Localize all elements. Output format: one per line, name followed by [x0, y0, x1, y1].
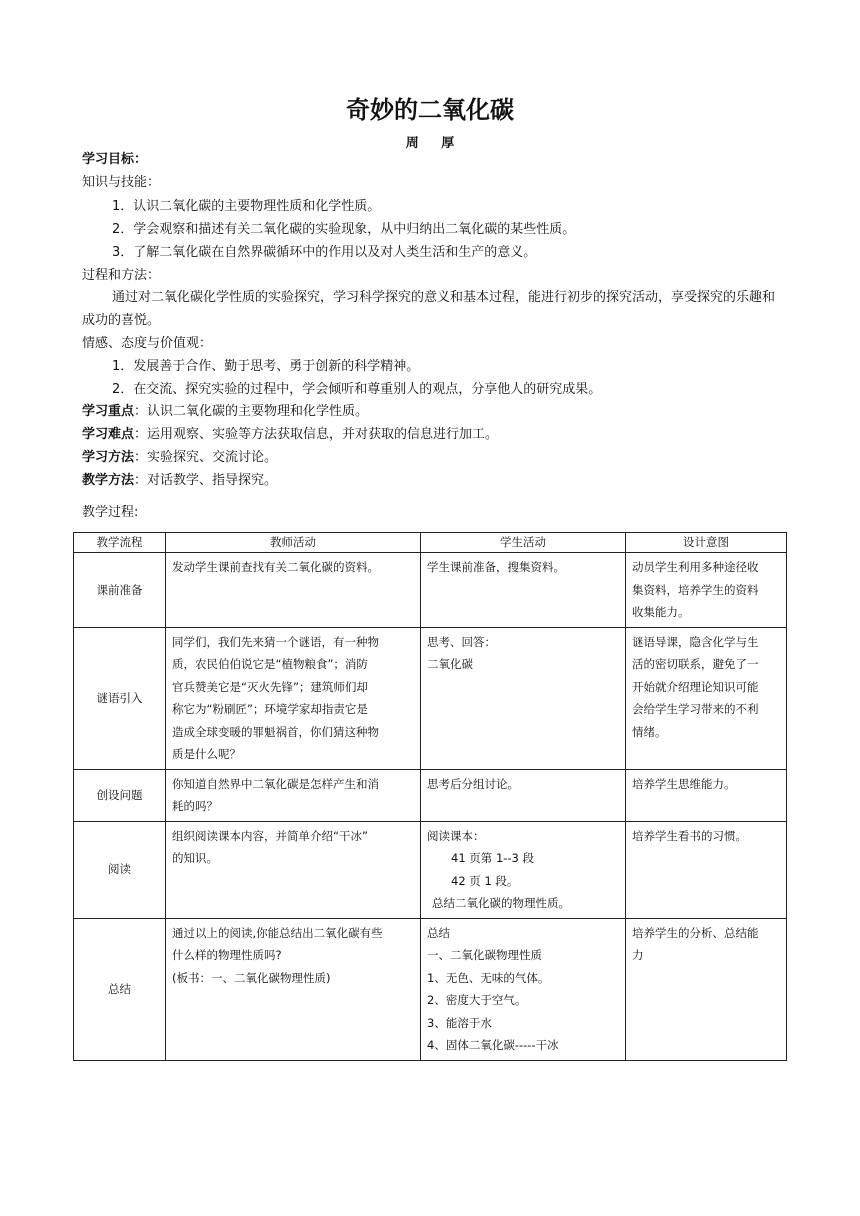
cell-line: 思考后分组讨论。 [427, 776, 519, 791]
key-point-text: ：认识二氧化碳的主要物理和化学性质。 [134, 404, 369, 419]
cell-line: 42 页 1 段。 [451, 873, 519, 888]
student-cell [421, 918, 626, 1060]
attitude-heading: 情感、态度与价值观： [82, 336, 213, 351]
teacher-cell [166, 769, 421, 821]
difficulty-line [82, 425, 498, 445]
cell-line: 的知识。 [172, 851, 218, 865]
key-point-line [82, 402, 368, 422]
student-cell [421, 821, 626, 918]
cell-line: 集资料，培养学生的资料 [632, 582, 759, 597]
cell-line: 质是什么呢？ [172, 747, 241, 761]
process-method-heading: 过程和方法： [82, 268, 161, 283]
column-header: 学生活动 [421, 533, 626, 553]
cell-line: 动员学生利用多种途径收 [632, 560, 759, 574]
cell-line: 培养学生的分析、总结能 [632, 925, 759, 940]
teacher-cell [166, 553, 421, 628]
flow-cell: 阅读 [74, 821, 166, 918]
table-row [74, 769, 787, 821]
difficulty-label: 学习难点 [82, 427, 135, 442]
cell-line: 学生课前准备，搜集资料。 [427, 560, 565, 574]
teacher-cell [166, 918, 421, 1060]
intent-cell [626, 627, 787, 769]
intent-cell [626, 553, 787, 628]
cell-line: 什么样的物理性质吗? [172, 948, 282, 962]
knowledge-item: 3．了解二氧化碳在自然界碳循环中的作用以及对人类生活和生产的意义。 [112, 245, 537, 260]
column-header: 教学流程 [74, 533, 166, 553]
cell-line: 发动学生课前查找有关二氧化碳的资料。 [172, 560, 379, 574]
process-method-text: 通过对二氧化碳化学性质的实验探究，学习科学探究的意义和基本过程，能进行初步的探究活动，享受探究的乐趣和成功的喜悦。 [82, 290, 776, 328]
cell-line: 3、能溶于水 [427, 1015, 492, 1030]
document-title: 奇妙的二氧化碳 [346, 96, 514, 124]
teaching-method-line [82, 471, 277, 491]
cell-line: 称它为“粉刷匠”；环境学家却指责它是 [172, 702, 368, 716]
flow-cell: 创设问题 [74, 769, 166, 821]
cell-line: 情绪。 [632, 724, 667, 739]
flow-cell: 总结 [74, 918, 166, 1060]
cell-line: 4、固体二氧化碳-----干冰 [427, 1038, 559, 1052]
learning-method-label: 学习方法 [82, 450, 135, 465]
cell-line: 组织阅读课本内容，并简单介绍“干冰” [172, 828, 368, 843]
teacher-cell [166, 821, 421, 918]
flow-cell: 课前准备 [74, 553, 166, 628]
cell-line: 一、二氧化碳物理性质 [427, 948, 542, 962]
table-row [74, 553, 787, 628]
difficulty-text: ：运用观察、实验等方法获取信息，并对获取的信息进行加工。 [134, 427, 499, 442]
cell-line: 通过以上的阅读,你能总结出二氧化碳有些 [172, 925, 383, 940]
cell-line: 耗的吗？ [172, 799, 218, 813]
author-name: 周 厚 [405, 136, 455, 151]
teaching-method-text: ：对话教学、指导探究。 [134, 473, 278, 488]
column-header: 教师活动 [166, 533, 421, 553]
column-header: 设计意图 [626, 533, 787, 553]
teaching-method-label: 教学方法 [82, 473, 135, 488]
cell-line: 会给学生学习带来的不利 [632, 702, 759, 716]
table-header-row [74, 533, 787, 553]
learning-method-line [82, 448, 277, 468]
learning-method-text: ：实验探究、交流讨论。 [134, 450, 278, 465]
cell-line: 阅读课本： [427, 828, 485, 843]
intent-cell [626, 821, 787, 918]
student-cell [421, 627, 626, 769]
intent-cell [626, 769, 787, 821]
cell-line: 活的密切联系，避免了一 [632, 657, 759, 671]
cell-line: 2、密度大于空气。 [427, 993, 527, 1007]
knowledge-heading: 知识与技能： [82, 175, 161, 190]
knowledge-item: 1．认识二氧化碳的主要物理性质和化学性质。 [112, 199, 381, 214]
cell-line: 质，农民伯伯说它是“植物粮食”；消防 [172, 657, 368, 671]
cell-line: (板书：一、二氧化碳物理性质) [172, 970, 331, 985]
key-point-label: 学习重点 [82, 404, 135, 419]
cell-line: 同学们，我们先来猜一个谜语，有一种物 [172, 634, 379, 649]
cell-line: 培养学生看书的习惯。 [632, 828, 747, 843]
student-cell [421, 553, 626, 628]
student-cell [421, 769, 626, 821]
table-row [74, 627, 787, 769]
flow-cell: 谜语引入 [74, 627, 166, 769]
teacher-cell [166, 627, 421, 769]
cell-line: 41 页第 1--3 段 [451, 851, 535, 865]
cell-line: 培养学生思维能力。 [632, 776, 736, 791]
teaching-process-table [73, 532, 787, 1061]
attitude-item: 2．在交流、探究实验的过程中，学会倾听和尊重别人的观点，分享他人的研究成果。 [112, 382, 602, 397]
cell-line: 谜语导课，隐含化学与生 [632, 634, 759, 649]
cell-line: 总结二氧化碳的物理性质。 [432, 896, 570, 910]
attitude-item: 1．发展善于合作、勤于思考、勇于创新的科学精神。 [112, 359, 420, 374]
process-heading: 教学过程: [82, 505, 139, 520]
cell-line: 你知道自然界中二氧化碳是怎样产生和消 [172, 776, 379, 791]
table-row [74, 821, 787, 918]
cell-line: 总结 [427, 925, 450, 940]
cell-line: 官兵赞美它是“灭火先锋”；建筑师们却 [172, 679, 368, 694]
cell-line: 二氧化碳 [427, 657, 473, 671]
knowledge-item: 2．学会观察和描述有关二氧化碳的实验现象，从中归纳出二氧化碳的某些性质。 [112, 222, 576, 237]
intent-cell [626, 918, 787, 1060]
table-row [74, 918, 787, 1060]
cell-line: 开始就介绍理论知识可能 [632, 679, 759, 694]
cell-line: 力 [632, 948, 644, 962]
cell-line: 收集能力。 [632, 605, 690, 619]
cell-line: 造成全球变暖的罪魁祸首，你们猜这种物 [172, 724, 379, 739]
cell-line: 思考、回答： [427, 634, 496, 649]
objectives-heading: 学习目标： [82, 152, 148, 167]
cell-line: 1、无色、无味的气体。 [427, 970, 550, 985]
